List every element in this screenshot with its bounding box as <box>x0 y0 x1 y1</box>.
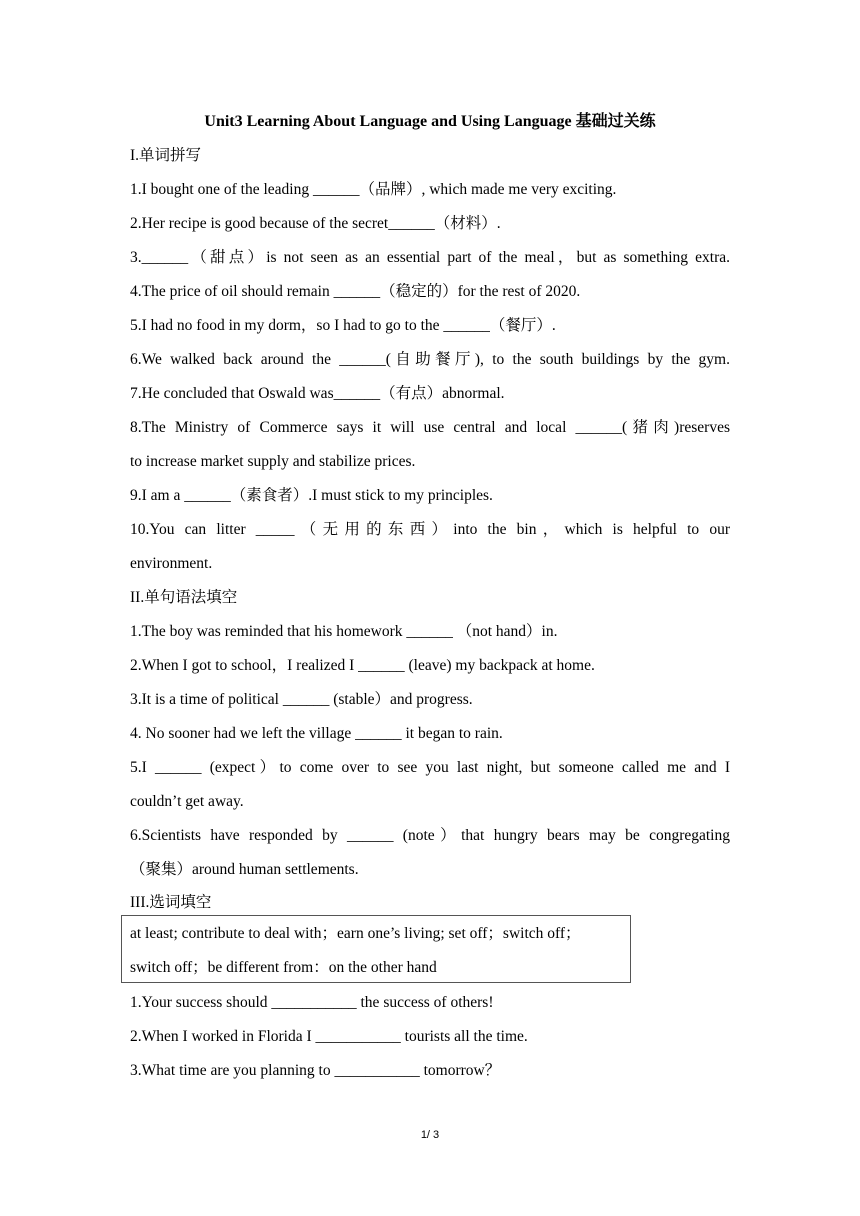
question-line: 5.I ______ (expect）to come over to see you last night, but someone called me and I <box>130 759 730 776</box>
question-line: 10.You can litter _____（无用的东西）into the bin，which is helpful to our <box>130 521 730 538</box>
question-line-continued: to increase market supply and stabilize prices. <box>130 453 416 470</box>
question-line: 3.It is a time of political ______ (stable）and progress. <box>130 691 473 708</box>
question-line: 5.I had no food in my dorm，so I had to go to the ______（餐厅）. <box>130 317 556 334</box>
page-title: Unit3 Learning About Language and Using Language 基础过关练 <box>204 113 656 130</box>
word-bank-line: at least; contribute to deal with；earn one’s living; set off；switch off； <box>130 925 581 942</box>
question-line: 8.The Ministry of Commerce says it will use central and local ______(猪肉)reserves <box>130 419 730 436</box>
word-bank-line: switch off；be different from：on the other hand <box>130 959 437 976</box>
question-line: 2.When I worked in Florida I ___________ tourists all the time. <box>130 1028 528 1045</box>
question-line: 1.I bought one of the leading ______（品牌）, which made me very exciting. <box>130 181 617 198</box>
question-line: 1.Your success should ___________ the success of others! <box>130 994 494 1011</box>
word-bank-box <box>121 915 631 983</box>
page-number: 1/ 3 <box>420 1129 440 1141</box>
question-line: 2.Her recipe is good because of the secret______（材料）. <box>130 215 501 232</box>
question-line: 4. No sooner had we left the village ______ it began to rain. <box>130 725 503 742</box>
question-line: 3.______（甜点）is not seen as an essential part of the meal，but as something extra. <box>130 249 730 266</box>
question-line-continued: environment. <box>130 555 213 572</box>
question-line: 4.The price of oil should remain ______（稳定的）for the rest of 2020. <box>130 283 581 300</box>
question-line: 9.I am a ______（素食者）.I must stick to my principles. <box>130 487 493 504</box>
question-line: 1.The boy was reminded that his homework ______ （not hand）in. <box>130 623 558 640</box>
question-line: 6.Scientists have responded by ______ (note）that hungry bears may be congregating <box>130 827 730 844</box>
question-line: 7.He concluded that Oswald was______（有点）abnormal. <box>130 385 505 402</box>
question-line-continued: （聚集）around human settlements. <box>130 861 359 878</box>
section-heading-word-choice: III.选词填空 <box>130 894 212 911</box>
section-heading-spelling: I.单词拼写 <box>130 147 202 164</box>
question-line: 6.We walked back around the ______(自助餐厅), to the south buildings by the gym. <box>130 351 730 368</box>
question-line-continued: couldn’t get away. <box>130 793 244 810</box>
question-line: 3.What time are you planning to ___________ tomorrow？ <box>130 1062 501 1079</box>
question-line: 2.When I got to school，I realized I ______ (leave) my backpack at home. <box>130 657 595 674</box>
section-heading-grammar: II.单句语法填空 <box>130 589 238 606</box>
